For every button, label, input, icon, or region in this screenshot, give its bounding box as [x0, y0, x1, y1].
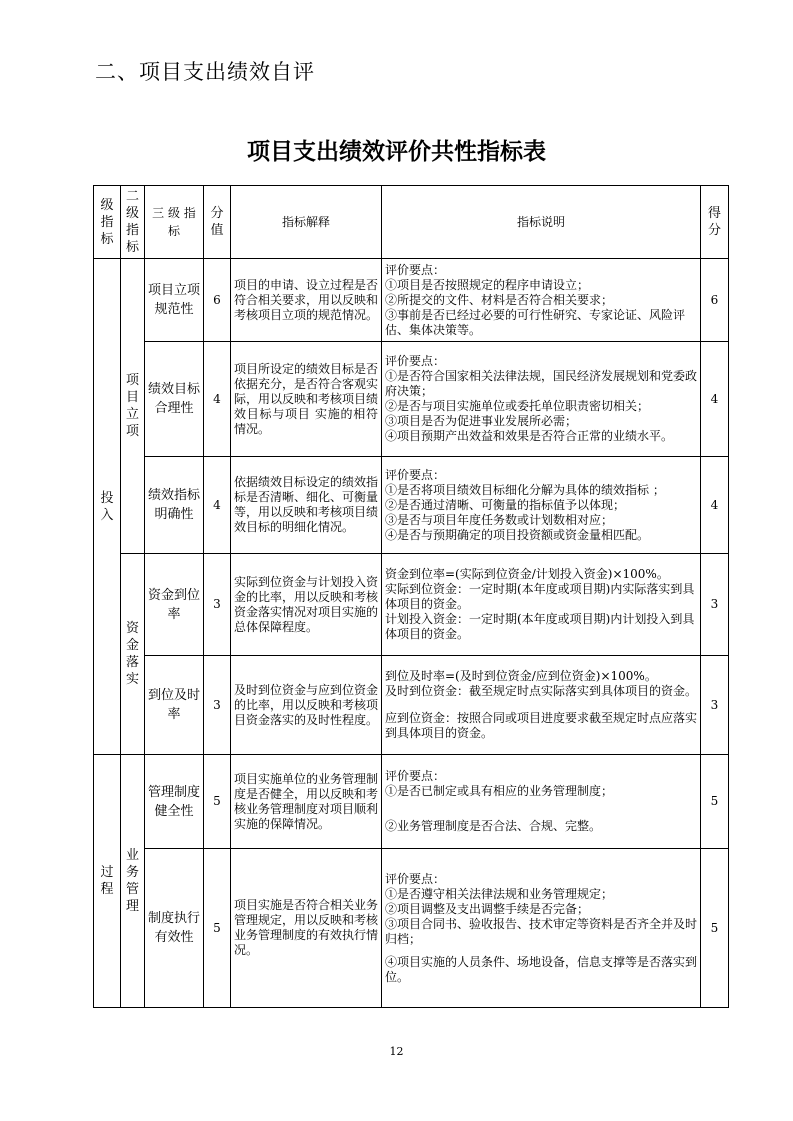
indicator-value: 4 — [204, 457, 231, 554]
indicator-value: 6 — [204, 259, 231, 342]
page-number: 12 — [389, 1045, 404, 1058]
header-level2: 二级指标 — [121, 186, 145, 259]
indicator-table — [93, 185, 729, 1008]
indicator-value: 5 — [204, 849, 231, 1008]
indicator-name: 资金到位率 — [145, 554, 204, 656]
header-value: 分值 — [204, 186, 231, 259]
indicator-description: 评价要点： ①项目是否按照规定的程序申请设立； ②所提交的文件、材料是否符合相关要求； ③事前是否已经过必要的可行性研究、专家论证、风险评估、集体决策等。 — [382, 259, 701, 342]
table-row — [94, 755, 729, 849]
table-row — [94, 554, 729, 656]
indicator-name: 制度执行有效性 — [145, 849, 204, 1008]
table-row — [94, 457, 729, 554]
indicator-description: 到位及时率=(及时到位资金/应到位资金)×100%。 及时到位资金：截至规定时点实际落实到具体项目的资金。 应到位资金：按照合同或项目进度要求截至规定时点应落实到具体项目的资金。 — [382, 656, 701, 755]
subgroup-management: 业务管理 — [121, 755, 145, 1008]
indicator-score: 3 — [701, 656, 729, 755]
group-process: 过程 — [94, 755, 121, 1008]
group-input: 投入 — [94, 259, 121, 755]
indicator-score: 4 — [701, 342, 729, 457]
indicator-explanation: 项目所设定的绩效目标是否依据充分，是否符合客观实际，用以反映和考核项目绩效目标与项目 实施的相符情况。 — [231, 342, 382, 457]
header-level1: 级指标 — [94, 186, 121, 259]
header-row — [94, 186, 729, 259]
table-row — [94, 342, 729, 457]
table-row — [94, 259, 729, 342]
indicator-description: 资金到位率=(实际到位资金/计划投入资金)×100%。 实际到位资金：一定时期(本年度或项目期)内实际落实到具体项目的资金。 计划投入资金：一定时期(本年度或项目期)内计划投入到具体项目的资金。 — [382, 554, 701, 656]
document-title: 项目支出绩效评价共性指标表 — [247, 139, 546, 165]
table-row — [94, 656, 729, 755]
indicator-value: 4 — [204, 342, 231, 457]
header-description: 指标说明 — [382, 186, 701, 259]
subgroup-project-setup: 项目立项 — [121, 259, 145, 554]
table-row — [94, 849, 729, 1008]
indicator-explanation: 依据绩效目标设定的绩效指标是否清晰、细化、可衡量等，用以反映和考核项目绩效目标的明细化情况。 — [231, 457, 382, 554]
indicator-name: 项目立项规范性 — [145, 259, 204, 342]
indicator-explanation: 项目实施是否符合相关业务管理规定，用以反映和考核业务管理制度的有效执行情况。 — [231, 849, 382, 1008]
indicator-value: 5 — [204, 755, 231, 849]
indicator-explanation: 实际到位资金与计划投入资金的比率，用以反映和考核资金落实情况对项目实施的总体保障程度。 — [231, 554, 382, 656]
indicator-explanation: 项目实施单位的业务管理制度是否健全，用以反映和考核业务管理制度对项目顺利实施的保障情况。 — [231, 755, 382, 849]
indicator-explanation: 项目的申请、设立过程是否符合相关要求，用以反映和考核项目立项的规范情况。 — [231, 259, 382, 342]
indicator-score: 6 — [701, 259, 729, 342]
indicator-name: 到位及时率 — [145, 656, 204, 755]
indicator-score: 5 — [701, 755, 729, 849]
indicator-value: 3 — [204, 554, 231, 656]
indicator-description: 评价要点： ①是否已制定或具有相应的业务管理制度； ②业务管理制度是否合法、合规、完整。 — [382, 755, 701, 849]
header-level3: 三 级 指 标 — [145, 186, 204, 259]
indicator-score: 3 — [701, 554, 729, 656]
indicator-score: 4 — [701, 457, 729, 554]
indicator-score: 5 — [701, 849, 729, 1008]
indicator-name: 绩效指标明确性 — [145, 457, 204, 554]
indicator-value: 3 — [204, 656, 231, 755]
indicator-name: 管理制度健全性 — [145, 755, 204, 849]
indicator-explanation: 及时到位资金与应到位资金的比率，用以反映和考核项目资金落实的及时性程度。 — [231, 656, 382, 755]
subgroup-funding: 资金落实 — [121, 554, 145, 755]
indicator-description: 评价要点： ①是否符合国家相关法律法规，国民经济发展规划和党委政府决策； ②是否与项目实施单位或委托单位职责密切相关； ③项目是否为促进事业发展所必需； ④项目预期产出效益和效果是否符合正常的业绩水平。 — [382, 342, 701, 457]
section-heading: 二、项目支出绩效自评 — [95, 60, 315, 84]
header-explanation: 指标解释 — [231, 186, 382, 259]
indicator-description: 评价要点： ①是否遵守相关法律法规和业务管理规定； ②项目调整及支出调整手续是否完备； ③项目合同书、验收报告、技术审定等资料是否齐全并及时归档； ④项目实施的人员条件、场地设备，信息支撑等是否落实到位。 — [382, 849, 701, 1008]
indicator-description: 评价要点： ①是否将项目绩效目标细化分解为具体的绩效指标 ； ②是否通过清晰、可衡量的指标值予以体现； ③是否与项目年度任务数或计划数相对应； ④是否与预期确定的项目投资额或资金量相匹配。 — [382, 457, 701, 554]
header-score: 得分 — [701, 186, 729, 259]
indicator-name: 绩效目标合理性 — [145, 342, 204, 457]
